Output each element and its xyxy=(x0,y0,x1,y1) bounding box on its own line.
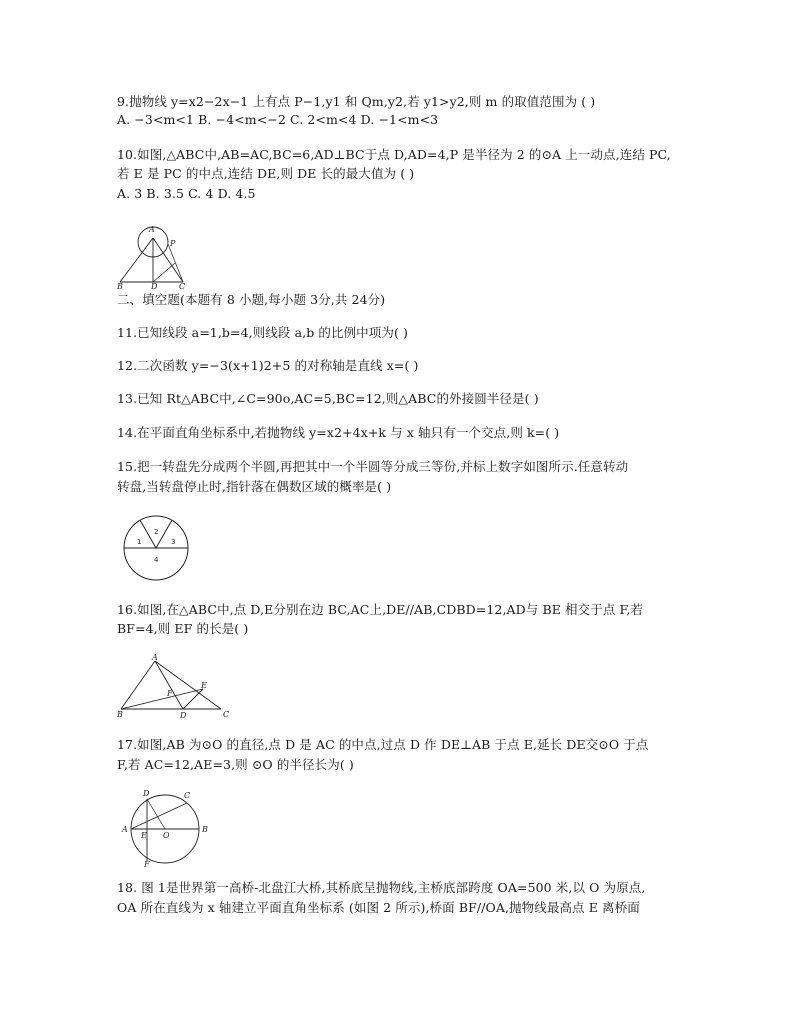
q15-sector-3: 3 xyxy=(171,538,176,546)
q17-line-2: F,若 AC=12,AE=3,则 ⊙O 的半径长为( ) xyxy=(117,757,354,772)
q12: 12.二次函数 y=−3(x+1)2+5 的对称轴是直线 x=( ) xyxy=(117,358,419,373)
q17-label-b: B xyxy=(202,825,208,834)
q16-figure xyxy=(117,652,237,722)
q17-label-o: O xyxy=(163,831,170,840)
q17-label-a: A xyxy=(122,825,128,834)
q13: 13.已知 Rt△ABC中,∠C=90o,AC=5,BC=12,则△ABC的外接圆半径是( ) xyxy=(117,391,539,406)
q15-sector-1: 1 xyxy=(137,538,142,546)
q15-sector-2: 2 xyxy=(154,528,159,536)
q9-line-1: 9.抛物线 y=x2−2x−1 上有点 P−1,y1 和 Qm,y2,若 y1>y2,则 m 的取值范围为 ( ) xyxy=(117,94,596,109)
q10-line-2: 若 E 是 PC 的中点,连结 DE,则 DE 长的最大值为 ( ) xyxy=(117,166,415,181)
q15-line-1: 15.把一转盘先分成两个半圆,再把其中一个半圆等分成三等份,并标上数字如图所示.任意转动 xyxy=(117,459,629,474)
q10-figure xyxy=(117,220,187,290)
q9-options: A. −3<m<1 B. −4<m<−2 C. 2<m<4 D. −1<m<3 xyxy=(117,112,439,127)
q15-spinner-figure xyxy=(120,512,192,584)
q18-line-2: OA 所在直线为 x 轴建立平面直角坐标系 (如图 2 所示),桥面 BF//OA,抛物线最高点 E 离桥面 xyxy=(117,900,640,915)
q17-label-d: D xyxy=(143,789,150,798)
q10-label-a: A xyxy=(149,225,155,234)
q10-label-d: D xyxy=(151,282,158,290)
q17-line-1: 17.如图,AB 为⊙O 的直径,点 D 是 AC 的中点,过点 D 作 DE⊥AB 于点 E,延长 DE交⊙O 于点 xyxy=(117,737,649,752)
q17-label-e: E xyxy=(141,831,147,840)
q18-line-1: 18. 图 1是世界第一高桥-北盘江大桥,其桥底呈抛物线,主桥底部跨度 OA=500 米,以 O 为原点, xyxy=(117,880,646,895)
q16-label-d: D xyxy=(180,711,187,720)
q16-label-e: E xyxy=(201,681,207,690)
section-2-heading: 二、填空题(本题有 8 小题,每小题 3分,共 24分) xyxy=(117,292,386,307)
q17-label-c: C xyxy=(184,791,191,800)
q14: 14.在平面直角坐标系中,若抛物线 y=x2+4x+k 与 x 轴只有一个交点,则 k=( ) xyxy=(117,425,560,440)
q16-label-b: B xyxy=(117,710,123,719)
q11: 11.已知线段 a=1,b=4,则线段 a,b 的比例中项为( ) xyxy=(117,325,409,340)
q16-line-1: 16.如图,在△ABC中,点 D,E分别在边 BC,AC上,DE//AB,CDBD=12,AD与 BE 相交于点 F,若 xyxy=(117,602,644,617)
q17-figure xyxy=(117,786,217,868)
q15-sector-4: 4 xyxy=(154,556,159,564)
q16-line-2: BF=4,则 EF 的长是( ) xyxy=(117,621,249,636)
q10-label-b: B xyxy=(117,282,123,290)
q10-line-1: 10.如图,△ABC中,AB=AC,BC=6,AD⊥BC于点 D,AD=4,P 是半径为 2 的⊙A 上一动点,连结 PC, xyxy=(117,147,671,162)
q16-label-f: F xyxy=(167,689,173,698)
q16-label-c: C xyxy=(223,710,230,719)
q10-label-c: C xyxy=(179,282,186,290)
q16-label-a: A xyxy=(152,653,158,662)
q15-line-2: 转盘,当转盘停止时,指针落在偶数区域的概率是( ) xyxy=(117,479,392,494)
q10-options: A. 3 B. 3.5 C. 4 D. 4.5 xyxy=(117,186,256,201)
q10-label-p: P xyxy=(170,239,176,248)
q17-label-f: F xyxy=(144,860,150,868)
